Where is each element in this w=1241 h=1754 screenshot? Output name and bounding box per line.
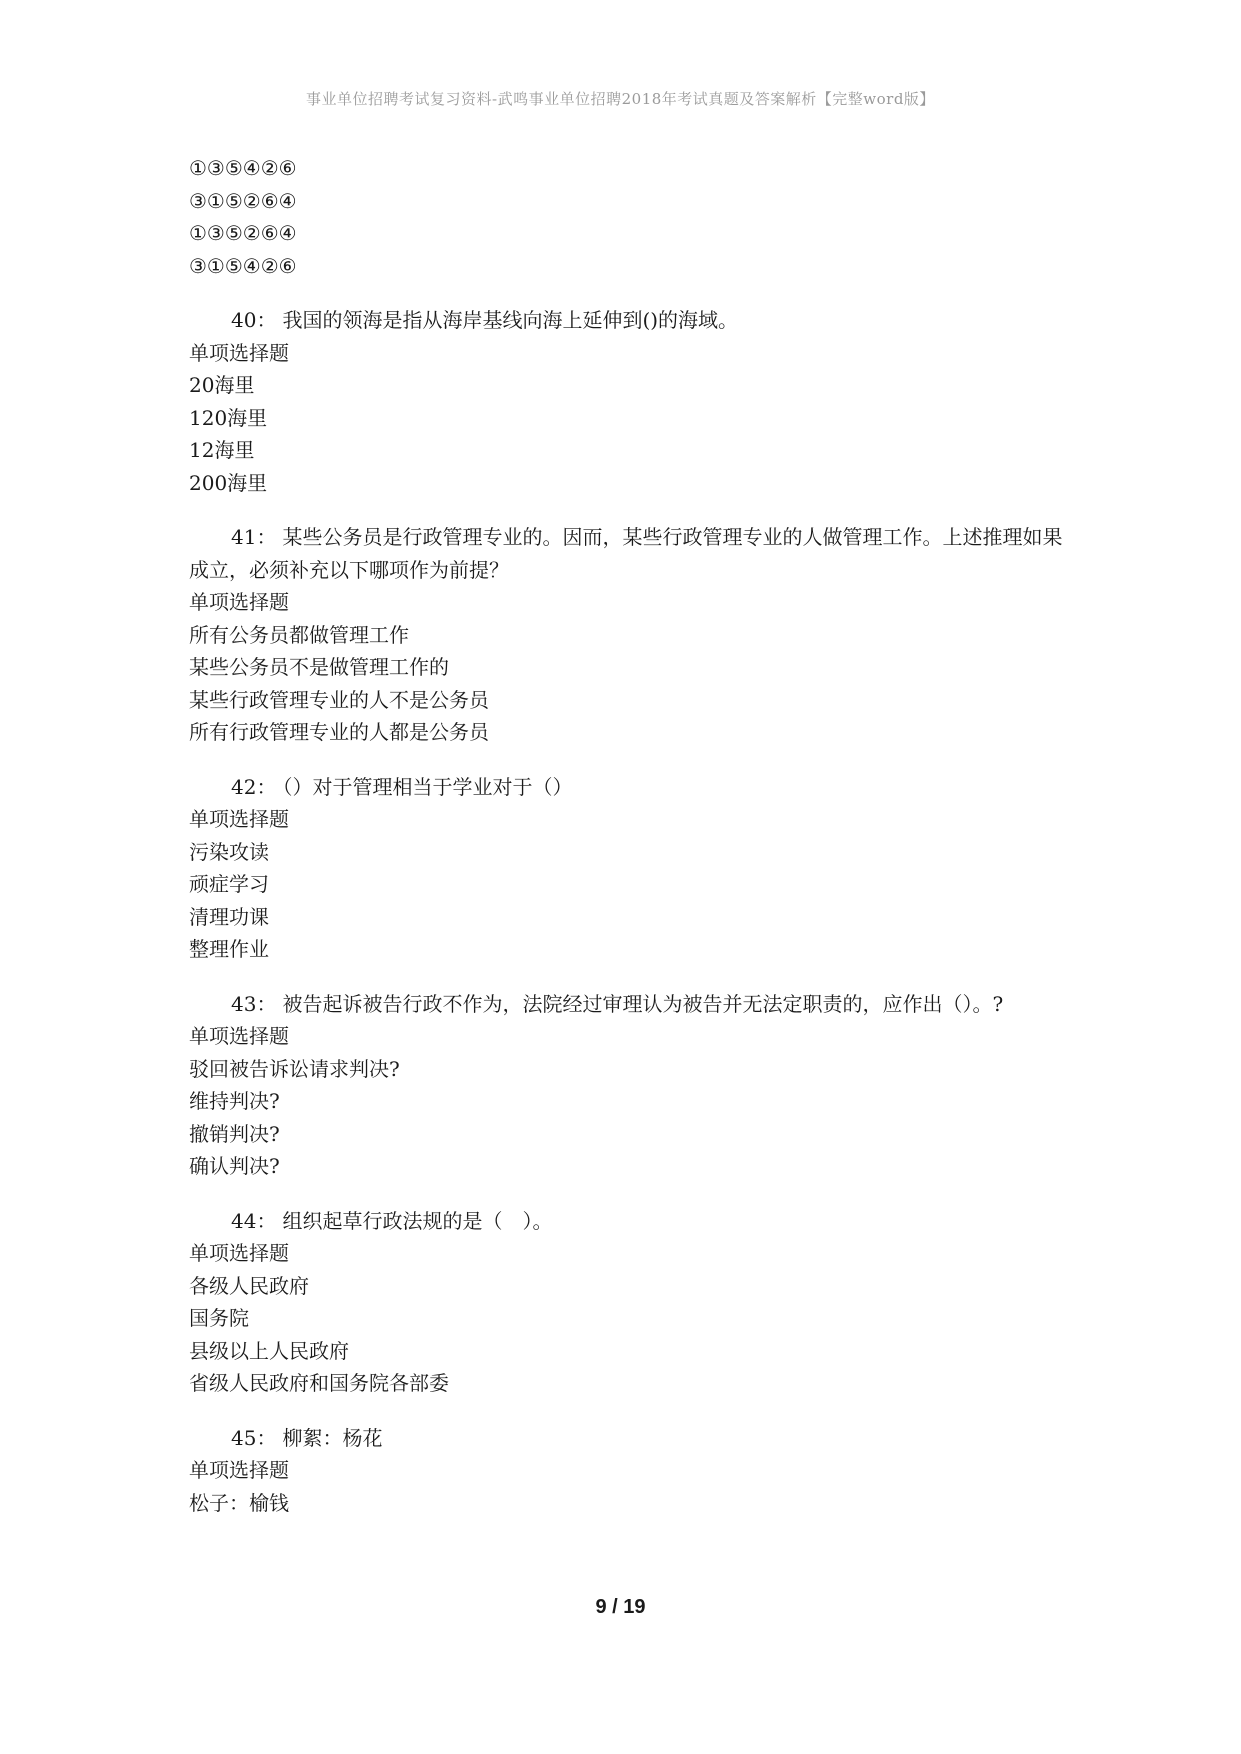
question-stem: 组织起草行政法规的是（ ）。	[282, 1208, 553, 1233]
question-number: 41：	[231, 525, 277, 549]
option-line: 12海里	[189, 438, 255, 462]
question-number: 43：	[231, 991, 277, 1016]
question-42	[189, 771, 1069, 966]
option-line: 整理作业	[189, 937, 269, 961]
question-number: 45：	[231, 1425, 277, 1450]
option-line: 所有公务员都做管理工作	[189, 622, 409, 647]
option-line: ①③⑤②⑥④	[189, 221, 297, 245]
option-line: 维持判决?	[189, 1089, 280, 1113]
option-line: 县级以上人民政府	[189, 1338, 349, 1363]
question-stem: 柳絮：杨花	[282, 1425, 383, 1450]
question-type: 单项选择题	[189, 340, 289, 365]
page-header: 事业单位招聘考试复习资料-武鸣事业单位招聘2018年考试真题及答案解析【完整word版】	[306, 90, 935, 108]
question-43	[189, 988, 1069, 1183]
question-type: 单项选择题	[189, 590, 289, 614]
option-line: 120海里	[189, 405, 268, 430]
option-line: 省级人民政府和国务院各部委	[189, 1371, 449, 1395]
option-line: 各级人民政府	[189, 1273, 309, 1298]
question-type: 单项选择题	[189, 807, 289, 831]
document-body	[189, 152, 1069, 1541]
question-44	[189, 1205, 1069, 1400]
option-line: ③①⑤④②⑥	[189, 253, 297, 278]
question-type: 单项选择题	[189, 1241, 289, 1265]
option-line: 所有行政管理专业的人都是公务员	[189, 720, 489, 744]
question-number: 44：	[231, 1208, 277, 1233]
option-line: 确认判决?	[189, 1154, 280, 1178]
question-number: 40：	[231, 308, 277, 332]
question-text	[189, 988, 1069, 1021]
question-text	[189, 1205, 1069, 1238]
question-text	[189, 771, 1069, 804]
question-text	[189, 1422, 1069, 1455]
option-line: 顽症学习	[189, 872, 269, 896]
option-line: 200海里	[189, 470, 268, 495]
option-line: 污染攻读	[189, 839, 269, 864]
previous-question-options	[189, 152, 1069, 282]
option-line: 驳回被告诉讼请求判决?	[189, 1056, 400, 1081]
question-text	[189, 304, 1069, 337]
option-line: 20海里	[189, 373, 255, 397]
option-line: 清理功课	[189, 904, 269, 929]
option-line: ③①⑤②⑥④	[189, 188, 297, 213]
question-stem: 被告起诉被告行政不作为，法院经过审理认为被告并无法定职责的，应作出（）。?	[282, 991, 1004, 1016]
question-stem: （）对于管理相当于学业对于（）	[282, 774, 573, 799]
question-text	[189, 521, 1069, 586]
question-stem: 某些公务员是行政管理专业的。因而，某些行政管理专业的人做管理工作。上述推理如果成立，必须补充以下哪项作为前提？	[189, 525, 1063, 582]
question-type: 单项选择题	[189, 1024, 289, 1048]
option-line: ①③⑤④②⑥	[189, 156, 297, 180]
question-41	[189, 521, 1069, 749]
option-line: 某些行政管理专业的人不是公务员	[189, 687, 489, 712]
page-number: 9 / 19	[595, 1596, 646, 1618]
question-number: 42：	[231, 774, 277, 799]
question-stem: 我国的领海是指从海岸基线向海上延伸到()的海域。	[282, 308, 739, 332]
option-line: 撤销判决?	[189, 1121, 280, 1146]
question-45	[189, 1422, 1069, 1520]
option-line: 松子：榆钱	[189, 1490, 289, 1515]
question-40	[189, 304, 1069, 499]
option-line: 某些公务员不是做管理工作的	[189, 655, 449, 679]
question-type: 单项选择题	[189, 1458, 289, 1482]
option-line: 国务院	[189, 1306, 249, 1330]
